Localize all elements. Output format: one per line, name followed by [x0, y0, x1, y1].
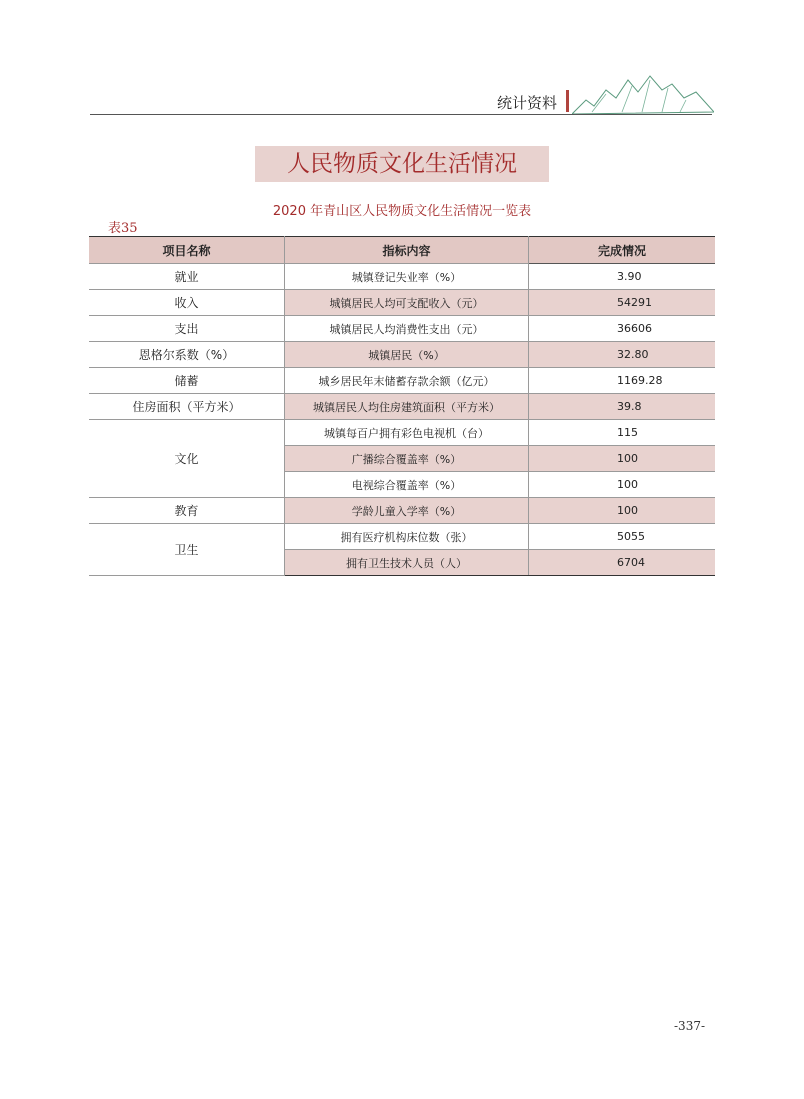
row-value: 100: [529, 446, 716, 472]
table-row: [89, 524, 715, 550]
row-value: 3.90: [529, 264, 716, 290]
header-accent-bar: [566, 90, 569, 112]
row-value: 54291: [529, 290, 716, 316]
row-indicator: 学龄儿童入学率（%）: [285, 498, 529, 524]
table-row: [89, 290, 715, 316]
row-value: 100: [529, 472, 716, 498]
row-indicator: 城镇居民人均消费性支出（元）: [285, 316, 529, 342]
row-category: 就业: [89, 264, 285, 290]
row-indicator: 城镇居民（%）: [285, 342, 529, 368]
row-category: 文化: [89, 420, 285, 498]
table-row: [89, 368, 715, 394]
row-category: 收入: [89, 290, 285, 316]
row-value: 5055: [529, 524, 716, 550]
column-header-status: 完成情况: [529, 237, 716, 264]
header-section-label: 统计资料: [497, 94, 558, 112]
page-number: -337-: [674, 1019, 706, 1033]
row-category: 储蓄: [89, 368, 285, 394]
row-value: 36606: [529, 316, 716, 342]
table-label: 表35: [108, 221, 138, 236]
row-indicator: 电视综合覆盖率（%）: [285, 472, 529, 498]
column-header-indicator: 指标内容: [285, 237, 529, 264]
mountain-decoration-icon: [572, 72, 714, 116]
row-category: 支出: [89, 316, 285, 342]
table-row: [89, 498, 715, 524]
row-indicator: 拥有医疗机构床位数（张）: [285, 524, 529, 550]
row-value: 1169.28: [529, 368, 716, 394]
table-row: [89, 316, 715, 342]
table-row: [89, 342, 715, 368]
row-value: 115: [529, 420, 716, 446]
table-row: [89, 420, 715, 446]
row-indicator: 城镇居民人均可支配收入（元）: [285, 290, 529, 316]
row-indicator: 城镇每百户拥有彩色电视机（台）: [285, 420, 529, 446]
row-category: 卫生: [89, 524, 285, 576]
table-title: 2020 年青山区人民物质文化生活情况一览表: [272, 204, 532, 219]
header-rule: [90, 114, 712, 115]
table-header-row: [89, 237, 715, 264]
table-row: [89, 394, 715, 420]
row-indicator: 城镇居民人均住房建筑面积（平方米）: [285, 394, 529, 420]
row-value: 100: [529, 498, 716, 524]
column-header-item: 项目名称: [89, 237, 285, 264]
row-indicator: 城乡居民年末储蓄存款余额（亿元）: [285, 368, 529, 394]
row-category: 住房面积（平方米）: [89, 394, 285, 420]
row-indicator: 城镇登记失业率（%）: [285, 264, 529, 290]
row-value: 39.8: [529, 394, 716, 420]
row-category: 教育: [89, 498, 285, 524]
table-row: [89, 264, 715, 290]
page-title: 人民物质文化生活情况: [255, 146, 549, 182]
row-indicator: 拥有卫生技术人员（人）: [285, 550, 529, 576]
row-indicator: 广播综合覆盖率（%）: [285, 446, 529, 472]
row-value: 6704: [529, 550, 716, 576]
row-category: 恩格尔系数（%）: [89, 342, 285, 368]
row-value: 32.80: [529, 342, 716, 368]
statistics-table: [89, 236, 715, 576]
